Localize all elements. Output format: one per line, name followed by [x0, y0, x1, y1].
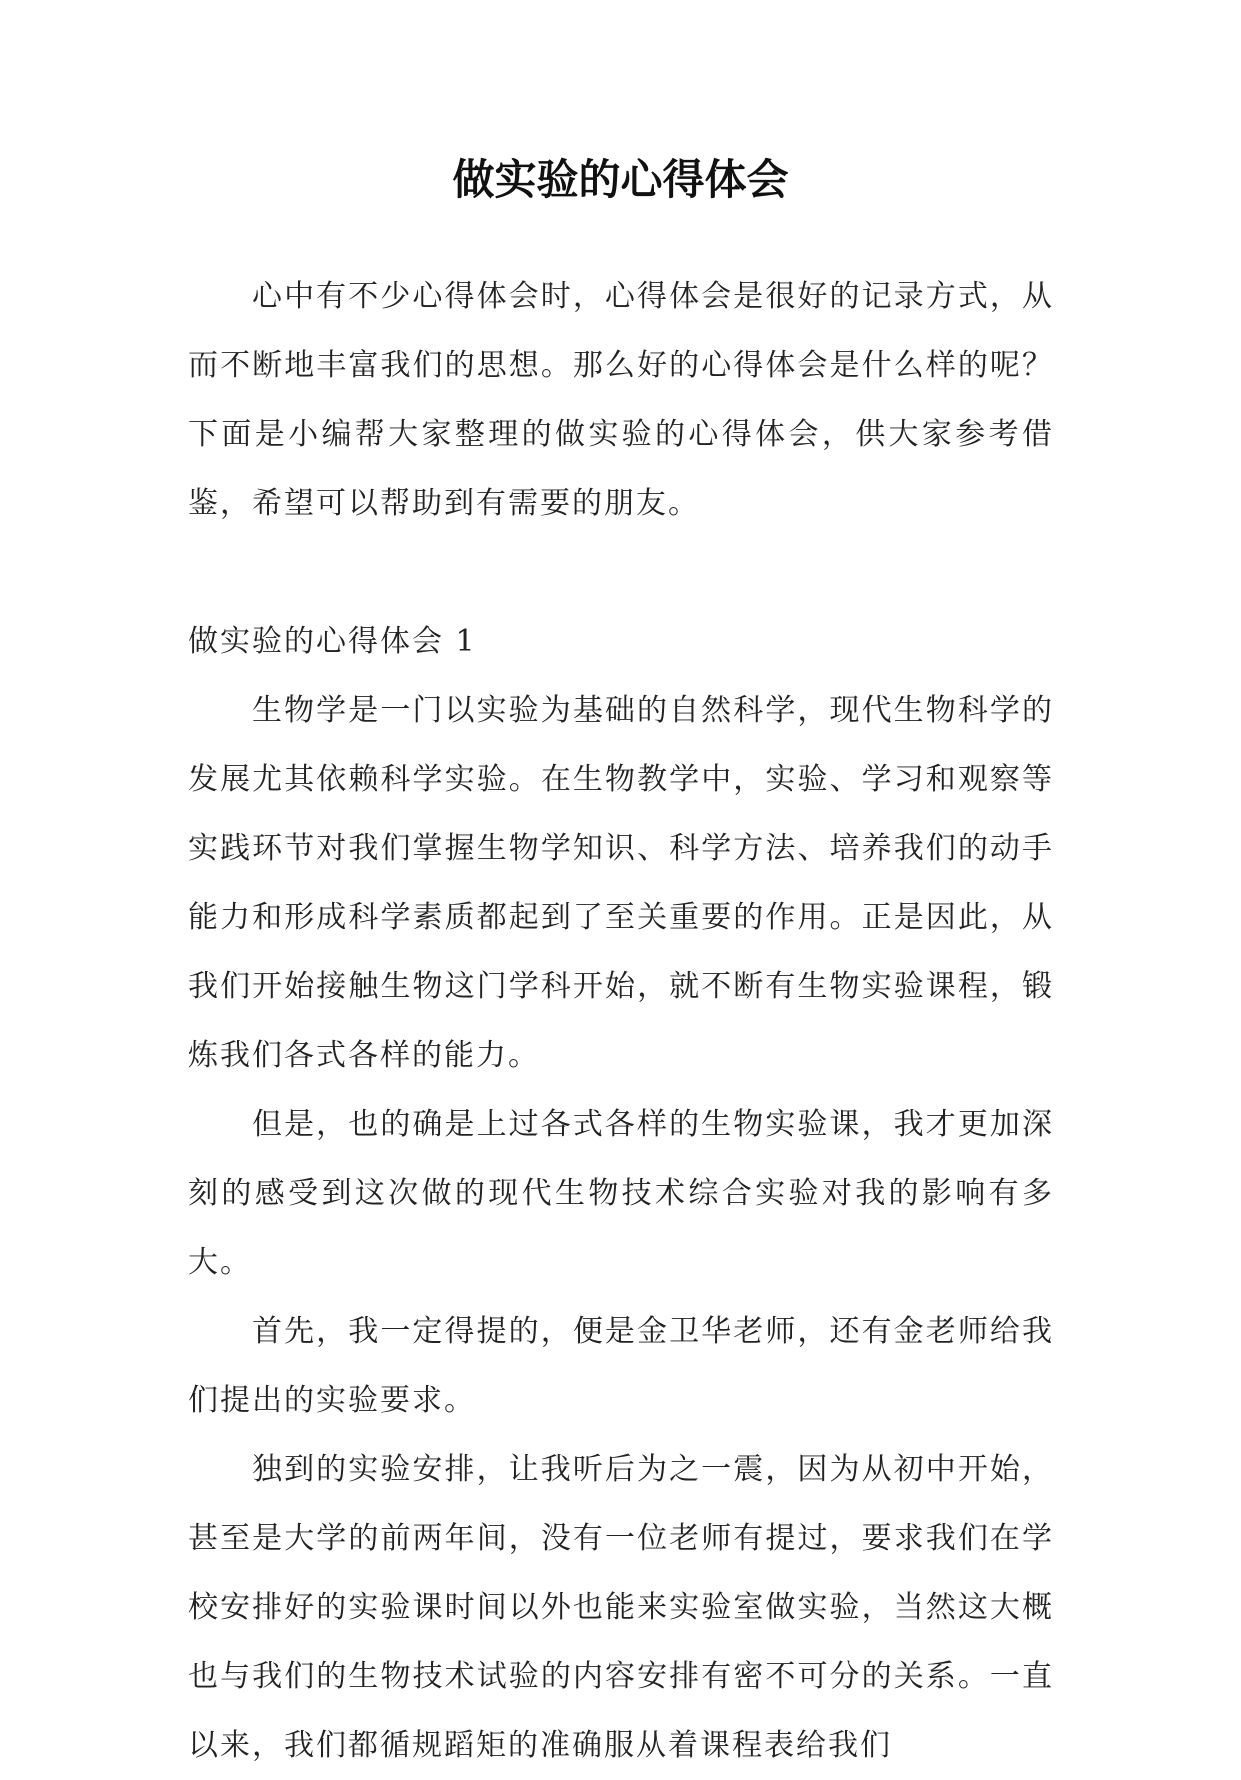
body-paragraph: 首先，我一定得提的，便是金卫华老师，还有金老师给我们提出的实验要求。	[188, 1314, 1054, 1418]
page-title: 做实验的心得体会	[452, 155, 789, 204]
intro-paragraph: 心中有不少心得体会时，心得体会是很好的记录方式，从而不断地丰富我们的思想。那么好的心得体会是什么样的呢？下面是小编帮大家整理的做实验的心得体会，供大家参考借鉴，希望可以帮助到有需要的朋友。	[188, 279, 1054, 521]
body-paragraph: 生物学是一门以实验为基础的自然科学，现代生物科学的发展尤其依赖科学实验。在生物教学中，实验、学习和观察等实践环节对我们掌握生物学知识、科学方法、培养我们的动手能力和形成科学素质都起到了至关重要的作用。正是因此，从我们开始接触生物这门学科开始，就不断有生物实验课程，锻炼我们各式各样的能力。	[188, 693, 1054, 1073]
body-paragraph: 独到的实验安排，让我听后为之一震，因为从初中开始，甚至是大学的前两年间，没有一位老师有提过，要求我们在学校安排好的实验课时间以外也能来实验室做实验，当然这大概也与我们的生物技术试验的内容安排有密不可分的关系。一直以来，我们都循规蹈矩的准确服从着课程表给我们	[188, 1452, 1054, 1763]
section-spacer	[188, 538, 1054, 607]
body-paragraph: 但是，也的确是上过各式各样的生物实验课，我才更加深刻的感受到这次做的现代生物技术综合实验对我的影响有多大。	[188, 1107, 1054, 1280]
section-heading: 做实验的心得体会 1	[188, 624, 477, 659]
document-body	[188, 262, 1054, 1780]
